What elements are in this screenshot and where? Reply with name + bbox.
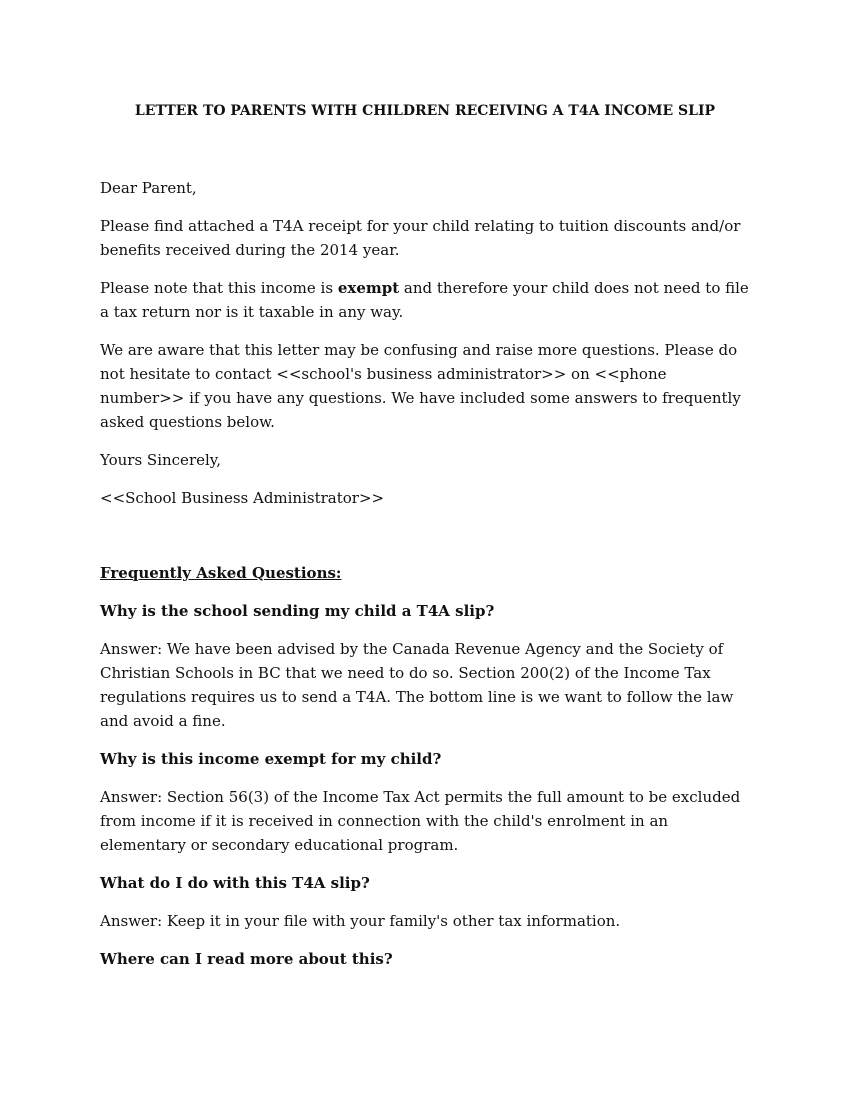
paragraph-attachment: Please find attached a T4A receipt for your child relating to tuition discounts and/or benefits received during the 2014 year.	[100, 217, 741, 259]
faq-answer-1: Answer: We have been advised by the Canada Revenue Agency and the Society of Christian Schools in BC that we need to do so. Section 200(2) of the Income Tax regulations requires us to send a T4A. The bottom line is we want to follow the law and avoid a fine.	[100, 640, 734, 730]
letter-title: LETTER TO PARENTS WITH CHILDREN RECEIVING A T4A INCOME SLIP	[134, 103, 716, 119]
faq-answer-2: Answer: Section 56(3) of the Income Tax Act permits the full amount to be excluded from income if it is received in connection with the child's enrolment in an elementary or secondary educational program.	[100, 788, 741, 854]
paragraph-contact: We are aware that this letter may be confusing and raise more questions. Please do not hesitate to contact <<school's business administrator>> on <<phone number>> if you have any questions. We have included some answers to frequently asked questions below.	[100, 341, 741, 431]
letter-body	[100, 176, 750, 985]
faq-question-4: Where can I read more about this?	[100, 950, 393, 968]
faq-heading: Frequently Asked Questions:	[100, 564, 342, 582]
paragraph-exempt	[100, 276, 750, 324]
paragraph-exempt-end: and therefore your child does not need to file a tax return nor is it taxable in any way.	[100, 279, 749, 321]
faq-answer-3: Answer: Keep it in your file with your family's other tax information.	[100, 912, 621, 930]
faq-question-3: What do I do with this T4A slip?	[100, 874, 370, 892]
signature: <<School Business Administrator>>	[100, 489, 385, 507]
closing: Yours Sincerely,	[100, 451, 222, 469]
salutation: Dear Parent,	[100, 179, 197, 197]
faq-question-1: Why is the school sending my child a T4A slip?	[100, 602, 495, 620]
faq-question-2: Why is this income exempt for my child?	[100, 750, 442, 768]
paragraph-exempt-start: Please note that this income is	[100, 279, 338, 297]
section-spacer	[100, 524, 750, 561]
exempt-emphasis: exempt	[337, 279, 400, 297]
